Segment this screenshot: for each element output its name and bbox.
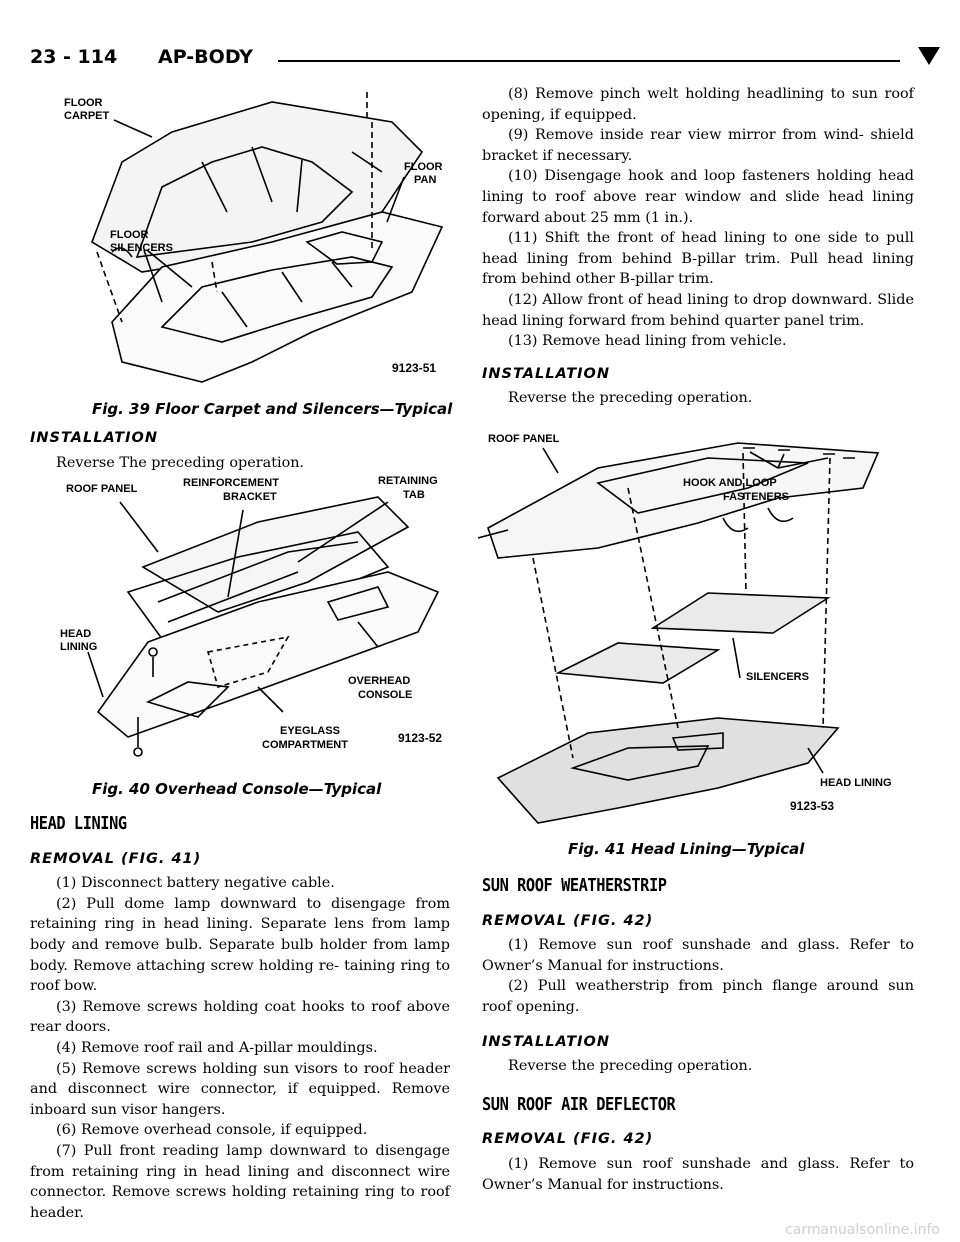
- right-install-text: Reverse the preceding operation.: [508, 390, 753, 407]
- step: (10) Disengage hook and loop fasteners holding head lining to roof above rear window and slide head lining forward about 25 mm (1 in.).: [482, 168, 914, 226]
- svg-text:9123-53: 9123-53: [790, 799, 835, 813]
- svg-text:REINFORCEMENT: REINFORCEMENT: [183, 477, 279, 489]
- step: (7) Pull front reading lamp downward to disengage from retaining ring in head lining and disconnect wire connector. Remove screws holding retaining ring to roof header.: [30, 1142, 450, 1221]
- svg-text:EYEGLASS: EYEGLASS: [280, 725, 340, 737]
- svg-text:9123-51: 9123-51: [392, 361, 437, 375]
- weatherstrip-heading: SUN ROOF WEATHERSTRIP: [482, 875, 667, 896]
- step: (2) Pull weatherstrip from pinch flange around sun roof opening.: [482, 978, 914, 1015]
- svg-text:ROOF PANEL: ROOF PANEL: [66, 483, 138, 495]
- svg-text:PAN: PAN: [414, 174, 437, 186]
- section-triangle-icon: [918, 47, 940, 65]
- svg-text:SILENCERS: SILENCERS: [746, 671, 809, 683]
- watermark: carmanualsonline.info: [785, 1222, 940, 1238]
- sunroof-sections: [482, 858, 914, 1195]
- head-lining-continued: [482, 84, 914, 409]
- step: (11) Shift the front of head lining to one side to pull head lining from behind B-pillar trim. Pull head lining from behind other B-pillar trim.: [482, 230, 914, 288]
- step: (1) Remove sun roof sunshade and glass. Refer to Owner’s Manual for instructions.: [482, 1155, 914, 1193]
- right-install-heading: INSTALLATION: [482, 365, 611, 382]
- head-lining-heading: HEAD LINING: [30, 813, 127, 834]
- fig40-caption: Fig. 40 Overhead Console—Typical: [92, 780, 382, 798]
- weatherstrip-install-text: Reverse the preceding operation.: [508, 1058, 753, 1075]
- step: (2) Pull dome lamp downward to disengage from retaining ring in head lining. Separate lens from lamp body and remove bulb. Separate bulb holder from lamp body. Remove attaching screw holding re- taining ring to roof bow.: [30, 895, 450, 995]
- fig40-illustration: [58, 472, 458, 762]
- step: (9) Remove inside rear view mirror from wind- shield bracket if necessary.: [482, 127, 914, 164]
- page-number: 23 - 114: [30, 46, 118, 68]
- left-install-text: Reverse The preceding operation.: [56, 454, 305, 471]
- svg-text:RETAINING: RETAINING: [378, 475, 438, 487]
- left-install-section: [30, 414, 450, 473]
- header-rule: [278, 60, 900, 62]
- svg-text:FLOOR: FLOOR: [110, 229, 149, 241]
- left-install-heading: INSTALLATION: [30, 430, 159, 446]
- fig39-illustration: [52, 92, 462, 392]
- page-header: [30, 40, 940, 74]
- head-lining-section: [30, 796, 450, 1223]
- step: (4) Remove roof rail and A-pillar mouldings.: [56, 1039, 378, 1056]
- svg-text:HEAD: HEAD: [60, 628, 92, 640]
- deflector-heading: SUN ROOF AIR DEFLECTOR: [482, 1093, 676, 1115]
- svg-text:ROOF PANEL: ROOF PANEL: [488, 433, 560, 445]
- svg-text:CONSOLE: CONSOLE: [358, 689, 413, 701]
- fig41-caption: Fig. 41 Head Lining—Typical: [568, 840, 805, 858]
- fig41-illustration: [478, 428, 898, 838]
- step: (6) Remove overhead console, if equipped.: [56, 1122, 368, 1139]
- deflector-removal-heading: REMOVAL (FIG. 42): [482, 1131, 654, 1148]
- svg-text:CARPET: CARPET: [64, 110, 110, 122]
- svg-text:FLOOR: FLOOR: [64, 97, 103, 109]
- svg-text:OVERHEAD: OVERHEAD: [348, 675, 411, 687]
- step: (3) Remove screws holding coat hooks to roof above rear doors.: [30, 998, 450, 1036]
- svg-text:SILENCERS: SILENCERS: [110, 242, 173, 254]
- step: (13) Remove head lining from vehicle.: [508, 333, 787, 350]
- svg-text:BRACKET: BRACKET: [223, 491, 277, 503]
- header-title: AP-BODY: [158, 46, 253, 68]
- step: (1) Remove sun roof sunshade and glass. Refer to Owner’s Manual for instructions.: [482, 937, 914, 974]
- fig39-caption: Fig. 39 Floor Carpet and Silencers—Typical: [92, 400, 453, 418]
- svg-text:LINING: LINING: [60, 641, 98, 653]
- svg-text:FASTENERS: FASTENERS: [723, 491, 790, 503]
- step: (5) Remove screws holding sun visors to roof header and disconnect wire connector, if equipped. Remove inboard sun visor hangers.: [30, 1060, 450, 1118]
- svg-text:COMPARTMENT: COMPARTMENT: [262, 739, 348, 751]
- head-lining-removal-heading: REMOVAL (FIG. 41): [30, 850, 202, 867]
- weatherstrip-install-heading: INSTALLATION: [482, 1033, 611, 1050]
- svg-text:HOOK AND LOOP: HOOK AND LOOP: [683, 477, 777, 489]
- svg-text:HEAD LINING: HEAD LINING: [820, 777, 892, 789]
- svg-text:FLOOR: FLOOR: [404, 161, 443, 173]
- step: (8) Remove pinch welt holding headlining to sun roof opening, if equipped.: [482, 86, 914, 123]
- weatherstrip-removal-heading: REMOVAL (FIG. 42): [482, 912, 654, 929]
- svg-text:TAB: TAB: [403, 489, 425, 501]
- step: (12) Allow front of head lining to drop downward. Slide head lining forward from behind quarter panel trim.: [482, 291, 914, 329]
- svg-text:9123-52: 9123-52: [398, 731, 443, 745]
- step: (1) Disconnect battery negative cable.: [56, 875, 335, 892]
